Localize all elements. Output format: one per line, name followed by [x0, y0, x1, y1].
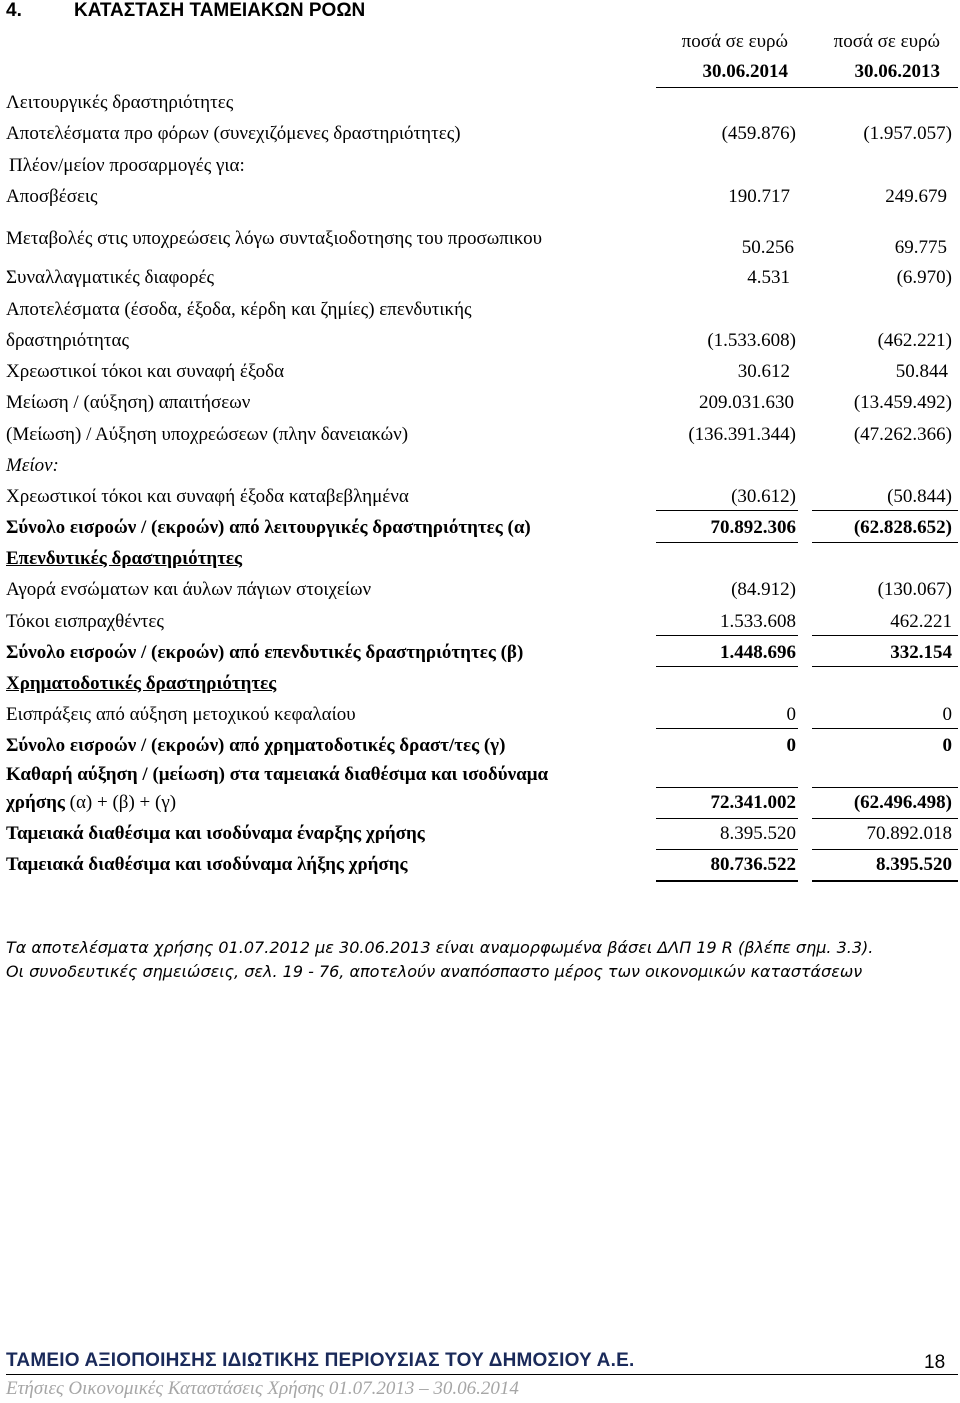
value-2014: 8.395.520 — [720, 823, 796, 844]
row-label: Μείωση / (αύξηση) απαιτήσεων — [6, 392, 251, 413]
value-2014: 4.531 — [747, 267, 790, 288]
value-2014: 80.736.522 — [710, 854, 796, 875]
value-2013: 50.844 — [895, 361, 948, 382]
value-2014: (136.391.344) — [688, 424, 796, 445]
row-label: Τόκοι εισπραχθέντες — [6, 611, 164, 632]
row-label: Εισπράξεις από αύξηση μετοχικού κεφαλαίου — [6, 704, 356, 725]
total-rule — [656, 666, 798, 667]
value-2014: 72.341.002 — [710, 792, 796, 813]
table-row — [0, 699, 960, 731]
row-label: Αποσβέσεις — [6, 186, 98, 207]
table-row — [0, 181, 960, 213]
column-caption: ποσά σε ευρώ — [833, 31, 940, 52]
subtotal-rule — [812, 510, 958, 511]
column-date: 30.06.2014 — [702, 61, 788, 82]
footnotes — [6, 936, 956, 984]
value-2013: (62.828.652) — [853, 517, 952, 538]
row-label: Σύνολο εισροών / (εκροών) από χρηματοδοτικές δραστ/τες (γ) — [6, 735, 506, 756]
table-row-total — [0, 730, 960, 762]
footer-company: ΤΑΜΕΙΟ ΑΞΙΟΠΟΙΗΣΗΣ ΙΔΙΩΤΙΚΗΣ ΠΕΡΙΟΥΣΙΑΣ ΤΟΥ ΔΗΜΟΣΙΟΥ Α.Ε. — [6, 1350, 635, 1371]
table-row — [0, 150, 960, 182]
value-2014: (84.912) — [731, 579, 796, 600]
table-row — [0, 118, 960, 150]
row-label — [6, 787, 176, 819]
section-heading: Επενδυτικές δραστηριότητες — [6, 548, 243, 569]
section-number: 4. — [6, 0, 22, 21]
subtotal-rule — [656, 510, 798, 511]
value-2014: 1.448.696 — [720, 642, 796, 663]
row-label: δραστηριότητας — [6, 330, 129, 351]
table-row — [0, 294, 960, 326]
subtotal-rule — [812, 635, 958, 636]
value-2014: 209.031.630 — [699, 392, 794, 413]
table-row — [0, 450, 960, 482]
value-2013: 0 — [942, 704, 952, 725]
value-2013: (62.496.498) — [853, 792, 952, 813]
value-2014: 70.892.306 — [710, 517, 796, 538]
row-label-bold: χρήσης — [6, 792, 65, 813]
value-2013: 69.775 — [894, 237, 947, 258]
table-row — [0, 481, 960, 513]
value-2013: 8.395.520 — [876, 854, 952, 875]
row-label: Πλέον/μείον προσαρμογές για: — [9, 155, 245, 176]
value-2013: 0 — [942, 735, 952, 756]
row-label: Σύνολο εισροών / (εκροών) από επενδυτικές δραστηριότητες (β) — [6, 642, 524, 663]
value-2014: (1.533.608) — [707, 330, 796, 351]
section-title-text: ΚΑΤΑΣΤΑΣΗ ΤΑΜΕΙΑΚΩΝ ΡΟΩΝ — [74, 0, 366, 21]
table-row — [0, 574, 960, 606]
value-2013: (47.262.366) — [853, 424, 952, 445]
value-2014: 50.256 — [741, 237, 794, 258]
footnote: Οι συνοδευτικές σημειώσεις, σελ. 19 - 76, αποτελούν αναπόσπαστο μέρος των οικονομικών καταστάσεων — [6, 962, 863, 981]
row-label: Συναλλαγματικές διαφορές — [6, 267, 214, 288]
double-total-rule — [812, 880, 958, 882]
row-label: (Μείωση) / Αύξηση υποχρεώσεων (πλην δανειακών) — [6, 424, 409, 445]
row-label: Λειτουργικές δραστηριότητες — [6, 92, 234, 113]
table-row — [0, 668, 960, 700]
subtotal-rule — [656, 635, 798, 636]
value-2013: (6.970) — [896, 267, 952, 288]
subtotal-rule — [812, 728, 958, 729]
table-row-total — [0, 787, 960, 819]
column-date: 30.06.2013 — [854, 61, 940, 82]
table-row — [0, 387, 960, 419]
value-2014: 190.717 — [728, 186, 790, 207]
row-label: Ταμειακά διαθέσιμα και ισοδύναμα λήξης χρήσης — [6, 854, 408, 875]
row-label: Χρεωστικοί τόκοι και συναφή έξοδα — [6, 361, 285, 382]
table-row — [0, 325, 960, 357]
value-2014: 0 — [786, 735, 796, 756]
table-row — [0, 419, 960, 451]
column-header-2014 — [640, 27, 788, 87]
value-2013: 249.679 — [885, 186, 947, 207]
column-header-2013 — [800, 27, 940, 87]
footer-subtitle: Ετήσιες Οικονομικές Καταστάσεις Χρήσης 01.07.2013 – 30.06.2014 — [6, 1378, 519, 1399]
footnote: Τα αποτελέσματα χρήσης 01.07.2012 με 30.06.2013 είναι αναμορφωμένα βάσει ΔΛΠ 19 R (βλέπε σημ. 3.3). — [6, 938, 874, 957]
row-label: Ταμειακά διαθέσιμα και ισοδύναμα έναρξης χρήσης — [6, 823, 425, 844]
value-2013: (13.459.492) — [853, 392, 952, 413]
subtotal-rule — [656, 728, 798, 729]
footer-rule — [6, 1374, 958, 1375]
table-row — [0, 818, 960, 850]
value-2013: (1.957.057) — [863, 123, 952, 144]
column-caption: ποσά σε ευρώ — [681, 31, 788, 52]
value-2013: 70.892.018 — [866, 823, 952, 844]
value-2014: 30.612 — [737, 361, 790, 382]
table-row-total — [0, 512, 960, 544]
page-number: 18 — [924, 1352, 946, 1373]
row-label: Αποτελέσματα προ φόρων (συνεχιζόμενες δραστηριότητες) — [6, 123, 461, 144]
row-label: Μείον: — [6, 455, 59, 476]
double-total-rule — [656, 880, 798, 882]
row-label: Χρεωστικοί τόκοι και συναφή έξοδα καταβεβλημένα — [6, 486, 409, 507]
table-row-total — [0, 849, 960, 881]
row-label-rest: (α) + (β) + (γ) — [64, 792, 177, 813]
section-heading: Χρηματοδοτικές δραστηριότητες — [6, 673, 277, 694]
row-label: Αγορά ενσώματων και άυλων πάγιων στοιχείων — [6, 579, 372, 600]
value-2014: (459.876) — [721, 123, 796, 144]
table-row — [0, 87, 960, 119]
section-title — [6, 0, 365, 22]
row-label: Μεταβολές στις υποχρεώσεις λόγω συνταξιοδοτησης του προσωπικου — [6, 228, 542, 249]
row-label: Καθαρή αύξηση / (μείωση) στα ταμειακά διαθέσιμα και ισοδύναμα — [6, 764, 549, 785]
value-2014: (30.612) — [731, 486, 796, 507]
value-2013: (50.844) — [887, 486, 952, 507]
row-label: Σύνολο εισροών / (εκροών) από λειτουργικές δραστηριότητες (α) — [6, 517, 531, 538]
value-2013: (130.067) — [877, 579, 952, 600]
table-row-total — [0, 637, 960, 669]
value-2013: 332.154 — [890, 642, 952, 663]
value-2014: 1.533.608 — [720, 611, 796, 632]
table-row — [0, 223, 960, 258]
value-2013: (462.221) — [877, 330, 952, 351]
table-row — [0, 356, 960, 388]
table-row — [0, 543, 960, 575]
total-rule — [812, 666, 958, 667]
table-row — [0, 606, 960, 638]
value-2013: 462.221 — [890, 611, 952, 632]
row-label: Αποτελέσματα (έσοδα, έξοδα, κέρδη και ζημίες) επενδυτικής — [6, 299, 472, 320]
table-row — [0, 262, 960, 294]
value-2014: 0 — [786, 704, 796, 725]
